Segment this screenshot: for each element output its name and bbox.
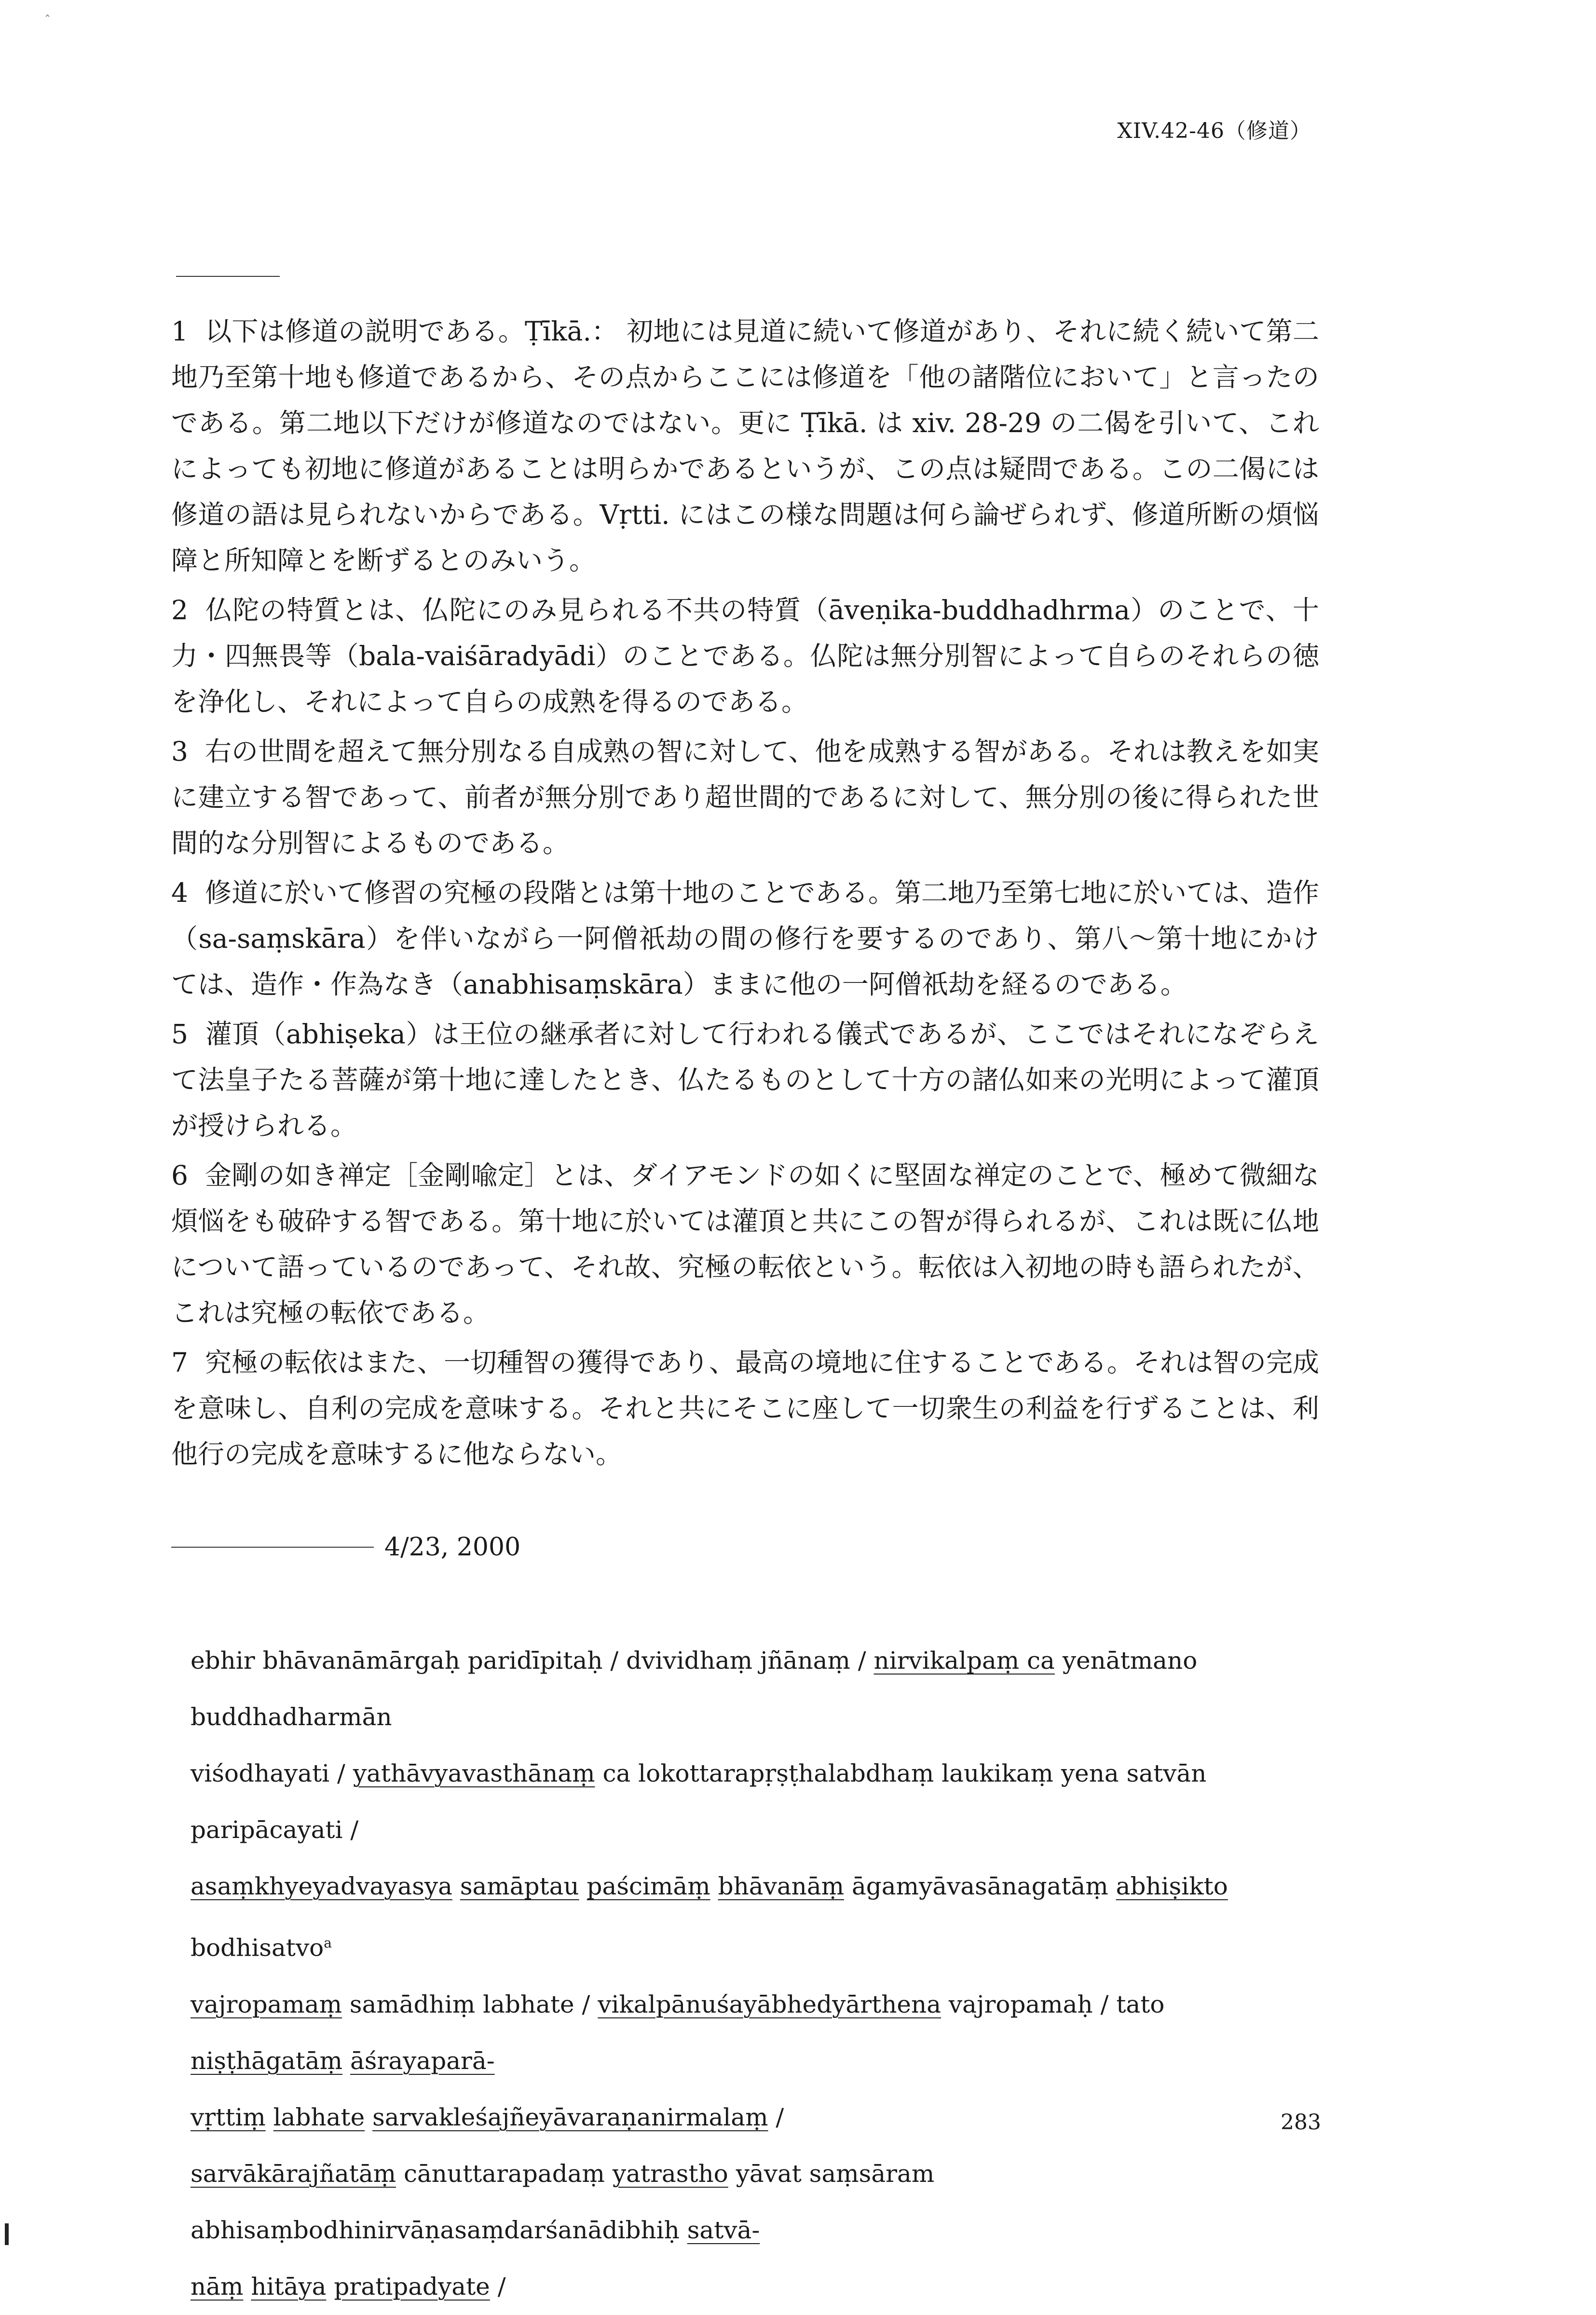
sanskrit-text: / <box>776 2103 784 2131</box>
footnote-number: 2 <box>171 595 188 626</box>
note-marker: a <box>324 1935 332 1951</box>
underlined-term: yatrastho <box>612 2159 728 2188</box>
scan-mark <box>5 2223 9 2245</box>
footnote-text: 仏陀の特質とは、仏陀にのみ見られる不共の特質（āveṇika-buddhadhrma）のことで、十力・四無畏等（bala-vaiśāradyādi）のことである。仏陀は無分別智によって自らのそれらの徳を浄化し、それによって自らの成熟を得るのである。 <box>171 595 1319 717</box>
underlined-term: nāṃ <box>191 2272 244 2301</box>
underlined-term: nirvikalpaṃ ca <box>873 1647 1055 1675</box>
sanskrit-line <box>191 2146 1319 2259</box>
underlined-term: āśrayaparā- <box>350 2046 495 2075</box>
footnotes-block <box>171 309 1319 1481</box>
sanskrit-line <box>191 1745 1319 1858</box>
underlined-term: asaṃkhyeyadvayasya <box>191 1872 452 1900</box>
underlined-term: yathāvyavasthānaṃ <box>353 1759 595 1787</box>
footnote-number: 3 <box>171 736 188 767</box>
footnote <box>171 1011 1319 1149</box>
underlined-term: samāptau <box>460 1872 579 1900</box>
underlined-term: pratipadyate <box>334 2272 490 2301</box>
underlined-term: vikalpānuśayābhedyārthena <box>598 1990 941 2018</box>
underlined-term: bhāvanāṃ <box>718 1872 845 1900</box>
sanskrit-text: yāvat saṃsāram abhisaṃbodhinirvāṇasaṃdarśanādibhiḥ <box>191 2159 935 2244</box>
sanskrit-line <box>191 1858 1319 1976</box>
sanskrit-text: āgamyāvasānagatāṃ <box>851 1872 1108 1900</box>
footnote-number: 6 <box>171 1160 188 1191</box>
sanskrit-text: ebhir bhāvanāmārgaḥ paridīpitaḥ / dvividhaṃ jñānaṃ / <box>191 1647 866 1675</box>
footnote-text: 右の世間を超えて無分別なる自成熟の智に対して、他を成熟する智がある。それは教えを如実に建立する智であって、前者が無分別であり超世間的であるに対して、無分別の後に得られた世間的な分別智によるものである。 <box>171 736 1319 858</box>
footnote <box>171 309 1319 584</box>
footnote-text: 修道に於いて修習の究極の段階とは第十地のことである。第二地乃至第七地に於いては、造作（sa-saṃskāra）を伴いながら一阿僧祇劫の間の修行を要するのであり、第八～第十地にかけては、造作・作為なき（anabhisaṃskāra）ままに他の一阿僧祇劫を経るのである。 <box>171 877 1320 1000</box>
running-header: XIV.42-46（修道） <box>1117 119 1311 143</box>
underlined-term: sarvākārajñatāṃ <box>191 2159 396 2188</box>
date-text: 4/23, 2000 <box>384 1533 521 1562</box>
sanskrit-line <box>191 2089 1319 2146</box>
sanskrit-text: bodhisatvo <box>191 1934 324 1962</box>
underlined-term: satvā- <box>687 2216 760 2244</box>
sanskrit-line <box>191 1633 1319 1745</box>
sanskrit-text: cānuttarapadaṃ <box>403 2159 605 2188</box>
underlined-term: labhate <box>273 2103 365 2131</box>
footnote-number: 5 <box>171 1019 188 1049</box>
underlined-term: hitāya <box>251 2272 327 2301</box>
sanskrit-text: ca lokottarapṛṣṭhalabdhaṃ laukikaṃ yena satvān paripācayati / <box>191 1759 1207 1844</box>
underlined-term: vṛttiṃ <box>191 2103 266 2131</box>
page-number: 283 <box>1281 2110 1321 2135</box>
footnote-number: 4 <box>171 877 188 908</box>
sanskrit-line <box>191 1976 1319 2089</box>
scan-mark: ˆ <box>44 14 51 28</box>
underlined-term: vajropamaṃ <box>191 1990 342 2018</box>
sanskrit-text: samādhiṃ labhate / <box>349 1990 590 2018</box>
underlined-term: niṣṭhāgatāṃ <box>191 2046 343 2075</box>
sanskrit-text: vajropamaḥ / tato <box>948 1990 1165 2018</box>
footnote-text: 金剛の如き禅定［金剛喩定］とは、ダイアモンドの如くに堅固な禅定のことで、極めて微細な煩悩をも破砕する智である。第十地に於いては灌頂と共にこの智が得られるが、これは既に仏地について語っているのであって、それ故、究極の転依という。転依は入初地の時も語られたが、これは究極の転依である。 <box>171 1160 1319 1328</box>
underlined-term: abhiṣikto <box>1116 1872 1228 1900</box>
sanskrit-text: / <box>497 2272 506 2301</box>
footnote <box>171 587 1319 725</box>
footnote-text: 灌頂（abhiṣeka）は王位の継承者に対して行われる儀式であるが、ここではそれになぞらえて法皇子たる菩薩が第十地に達したとき、仏たるものとして十方の諸仏如来の光明によって灌頂が授けられる。 <box>171 1019 1319 1141</box>
footnote-number: 7 <box>171 1347 188 1378</box>
footnote <box>171 1340 1319 1477</box>
underlined-term: sarvakleśajñeyāvaraṇanirmalaṃ <box>372 2103 768 2131</box>
sanskrit-passage <box>191 1633 1319 2315</box>
sanskrit-text: yenātmano buddhadharmān <box>191 1647 1198 1731</box>
sanskrit-text: viśodhayati / <box>191 1759 345 1787</box>
sanskrit-line <box>191 2259 1319 2315</box>
footnote-text: 究極の転依はまた、一切種智の獲得であり、最高の境地に住することである。それは智の完成を意味し、自利の完成を意味する。それと共にそこに座して一切衆生の利益を行ずることは、利他行の完成を意味するに他ならない。 <box>171 1347 1320 1470</box>
date-rule <box>171 1547 374 1548</box>
footnote <box>171 1153 1319 1336</box>
footnote <box>171 870 1319 1008</box>
underlined-term: paścimāṃ <box>587 1872 710 1900</box>
date-line <box>171 1533 520 1562</box>
footnote-number: 1 <box>171 316 188 347</box>
footnote-separator <box>176 276 280 277</box>
footnote <box>171 729 1319 866</box>
footnote-text: 以下は修道の説明である。Ṭīkā.： 初地には見道に続いて修道があり、それに続く続いて第二地乃至第十地も修道であるから、その点からここには修道を「他の諸階位において」と言ったのである。第二地以下だけが修道なのではない。更に Ṭīkā. は xiv. 28-29 の二偈を引いて、これによっても初地に修道があることは明らかであるというが、この点は疑問である。この二偈には修道の語は見られないからである。Vṛtti. にはこの様な問題は何ら論ぜられず、修道所断の煩悩障と所知障とを断ずるとのみいう。 <box>171 316 1319 576</box>
